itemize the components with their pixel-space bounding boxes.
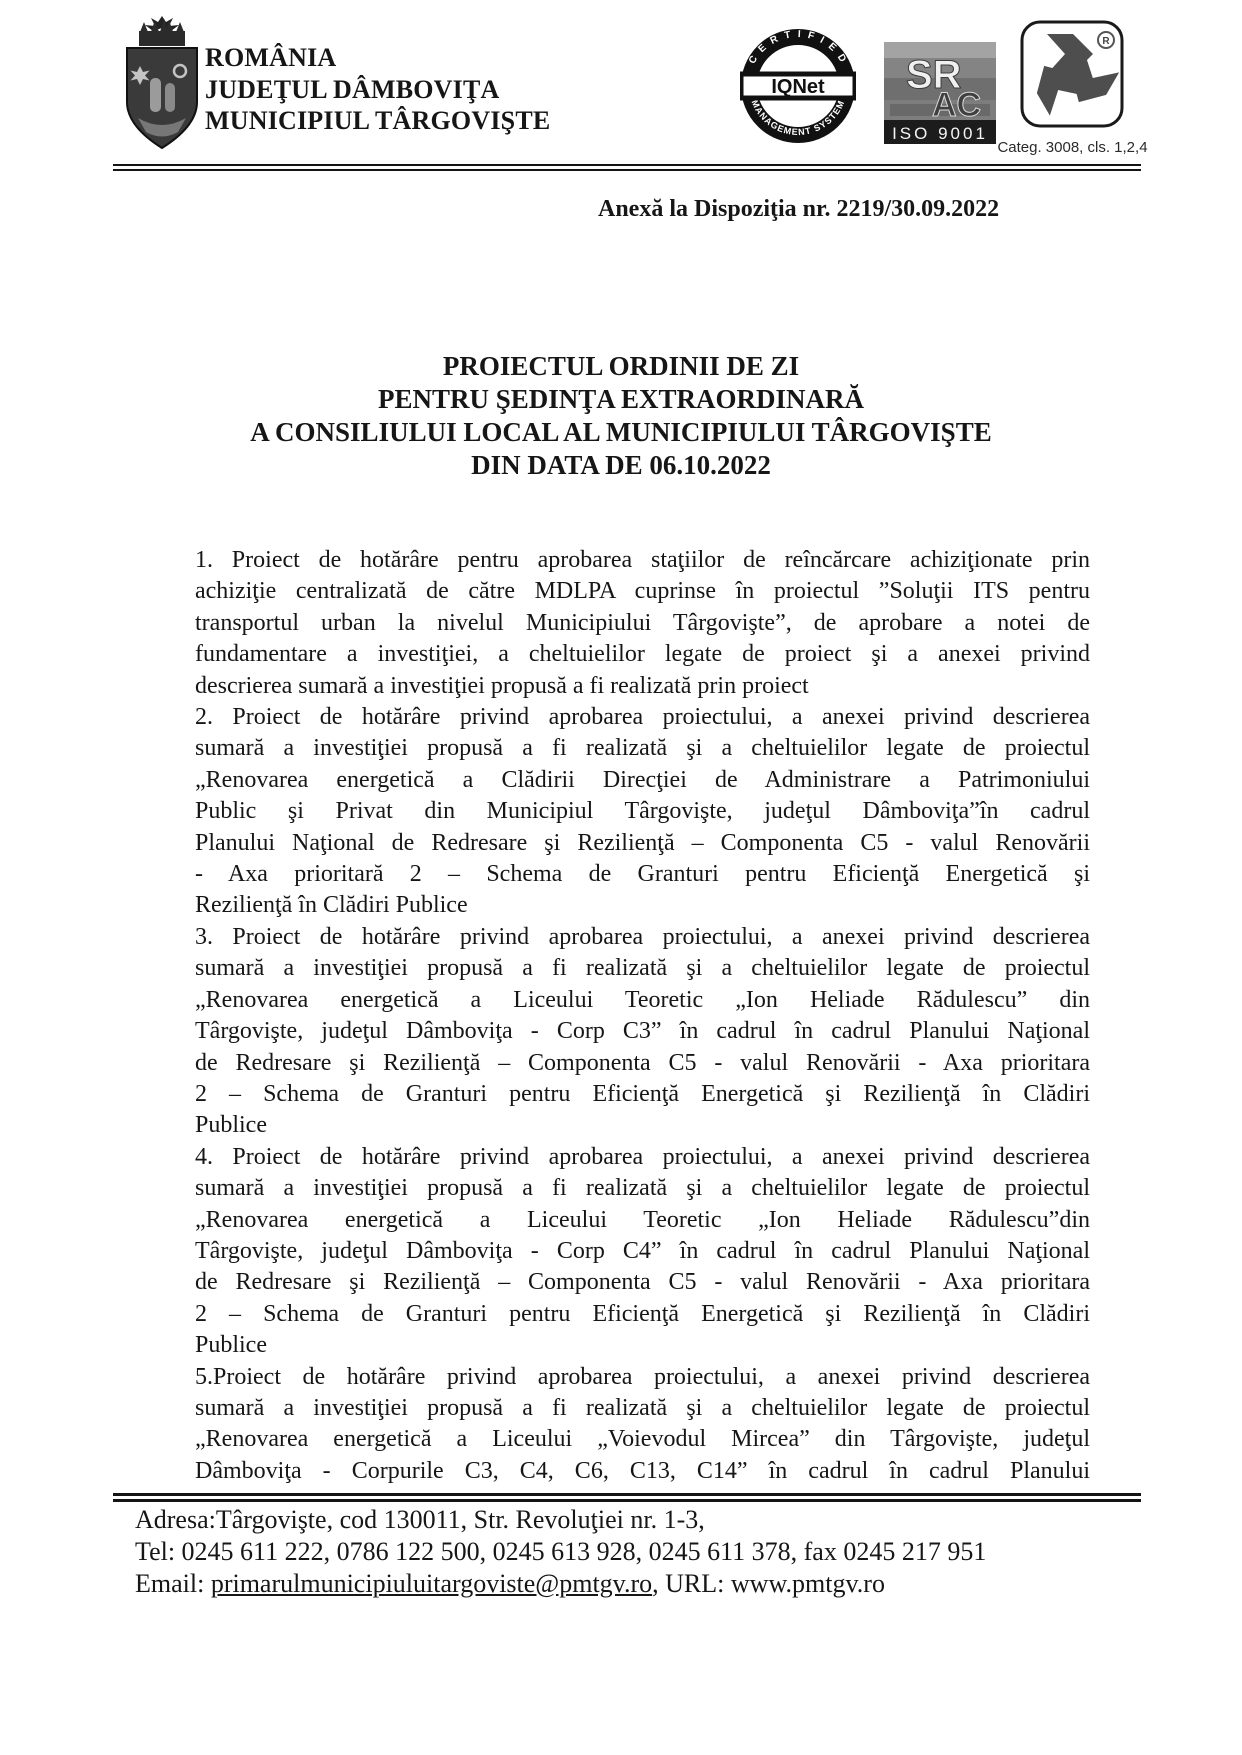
footer-email-label: Email: [135, 1569, 211, 1598]
agenda-item [195, 922, 1090, 1142]
agenda-line: Târgovişte, judeţul Dâmboviţa - Corp C3” în cadrul în cadrul Planului Naţional [195, 1018, 1090, 1045]
agenda-line: 1. Proiect de hotărâre pentru aprobarea staţiilor de reîncărcare achiziţionate prin [195, 547, 1090, 573]
agenda-line: Public şi Privat din Municipiul Târgovişte, judeţul Dâmboviţa”în cadrul [195, 798, 1090, 825]
footer-divider [113, 1493, 1141, 1502]
srac-iso-text: ISO 9001 [892, 124, 988, 143]
agenda-line: de Redresare şi Rezilienţă – Componenta C5 - valul Renovării - Axa prioritara [195, 1269, 1090, 1296]
agenda-line: 3. Proiect de hotărâre privind aprobarea proiectului, a anexei privind descrierea [195, 923, 1090, 950]
agenda-item [195, 1362, 1090, 1488]
agenda-line: 2 – Schema de Granturi pentru Eficienţă Energetică şi Rezilienţă în Clădiri [195, 1080, 1090, 1107]
footer-email-link[interactable]: primarulmunicipiuluitargoviste@pmtgv.ro [210, 1569, 653, 1598]
agenda-line: sumară a investiţiei propusă a fi realizată şi a cheltuielilor legate de proiectul [195, 735, 1090, 762]
agenda-line: sumară a investiţiei propusă a fi realizată şi a cheltuielilor legate de proiectul [195, 955, 1090, 982]
title-line: PROIECTUL ORDINII DE ZI [442, 351, 800, 381]
mark-caption: Categ. 3008, cls. 1,2,4 [997, 139, 1148, 156]
agenda-list [195, 545, 1090, 1487]
org-country: ROMÂNIA [205, 43, 337, 72]
footer-phone: Tel: 0245 611 222, 0786 122 500, 0245 613 928, 0245 611 378, fax 0245 217 951 [135, 1537, 987, 1566]
footer-email-line [135, 1568, 1135, 1600]
agenda-line: Târgovişte, judeţul Dâmboviţa - Corp C4” în cadrul în cadrul Planului Naţional [195, 1237, 1090, 1264]
agenda-line: 4. Proiect de hotărâre privind aprobarea proiectului, a anexei privind descrierea [195, 1143, 1090, 1170]
title-line: A CONSILIULUI LOCAL AL MUNICIPIULUI TÂRGOVIŞTE [250, 417, 992, 447]
agenda-line: 5.Proiect de hotărâre privind aprobarea proiectului, a anexei privind descrierea [195, 1363, 1090, 1390]
agenda-line: Planului Naţional de Redresare şi Rezilienţă – Componenta C5 - valul Renovării [195, 829, 1090, 856]
agenda-line: Rezilienţă în Clădiri Publice [195, 892, 468, 919]
annex-reference: Anexă la Dispoziţia nr. 2219/30.09.2022 [598, 196, 1000, 222]
org-municipality: MUNICIPIUL TÂRGOVIŞTE [205, 106, 551, 135]
agenda-line: „Renovarea energetică a Liceului Teoretic „Ion Heliade Rădulescu” din [195, 986, 1090, 1013]
registered-trademark-icon: R [1102, 36, 1110, 47]
agenda-line: transportul urban la nivelul Municipiului Târgovişte”, de aprobare a notei de [195, 609, 1090, 636]
agenda-line: Publice [195, 1332, 267, 1359]
agenda-item [195, 545, 1090, 702]
title-line: DIN DATA DE 06.10.2022 [471, 450, 771, 480]
footer-section [135, 1504, 1135, 1600]
srac-letters-ac: AC [932, 86, 982, 124]
agenda-line: „Renovarea energetică a Liceului Teoretic „Ion Heliade Rădulescu”din [195, 1206, 1090, 1233]
org-county: JUDEŢUL DÂMBOVIŢA [205, 74, 500, 104]
agenda-line: achiziţie centralizată de către MDLPA cuprinse în proiectul ”Soluţii ITS pentru [195, 578, 1090, 605]
agenda-line: de Redresare şi Rezilienţă – Componenta C5 - valul Renovării - Axa prioritara [195, 1049, 1090, 1076]
agenda-line: sumară a investiţiei propusă a fi realizată şi a cheltuielilor legate de proiectul [195, 1394, 1090, 1421]
agenda-line: Publice [195, 1112, 267, 1139]
agenda-line: „Renovarea energetică a Liceului „Voievodul Mircea” din Târgovişte, judeţul [195, 1426, 1090, 1453]
document-title [0, 350, 1242, 482]
agenda-item [195, 702, 1090, 922]
certification-mark-icon [1020, 20, 1124, 130]
footer-url-label: , URL: [652, 1569, 731, 1598]
footer-address: Adresa:Târgovişte, cod 130011, Str. Revoluţiei nr. 1-3, [135, 1505, 705, 1534]
footer-url: www.pmtgv.ro [730, 1569, 885, 1598]
iqnet-wordmark: IQNet [771, 76, 825, 98]
srac-iso-9001-logo-icon [884, 42, 996, 144]
title-line: PENTRU ŞEDINŢA EXTRAORDINARĂ [377, 384, 865, 414]
iqnet-ring-top-text: C E R T I F I E D [746, 28, 850, 66]
coat-of-arms-icon [120, 14, 204, 154]
iqnet-certification-logo-icon [740, 28, 856, 144]
agenda-item [195, 1142, 1090, 1362]
agenda-line: 2. Proiect de hotărâre privind aprobarea proiectului, a anexei privind descrierea [195, 704, 1090, 731]
iqnet-ring-bottom-text: MANAGEMENT SYSTEM [749, 98, 847, 138]
header-divider [113, 164, 1141, 171]
agenda-line: Dâmboviţa - Corpurile C3, C4, C6, C13, C14” în cadrul în cadrul Planului [195, 1457, 1090, 1484]
agenda-line: „Renovarea energetică a Clădirii Direcţiei de Administrare a Patrimoniului [195, 766, 1090, 793]
agenda-line: descrierea sumară a investiţiei propusă a fi realizată prin proiect [195, 672, 809, 699]
agenda-line: 2 – Schema de Granturi pentru Eficienţă Energetică şi Rezilienţă în Clădiri [195, 1300, 1090, 1327]
agenda-line: - Axa prioritară 2 – Schema de Granturi pentru Eficienţă Energetică şi [195, 861, 1090, 888]
agenda-line: fundamentare a investiţiei, a cheltuielilor legate de proiect şi a anexei privind [195, 641, 1090, 668]
agenda-line: sumară a investiţiei propusă a fi realizată şi a cheltuielilor legate de proiectul [195, 1175, 1090, 1202]
srac-letters-sr: SR [906, 53, 962, 97]
org-lines [205, 42, 550, 137]
